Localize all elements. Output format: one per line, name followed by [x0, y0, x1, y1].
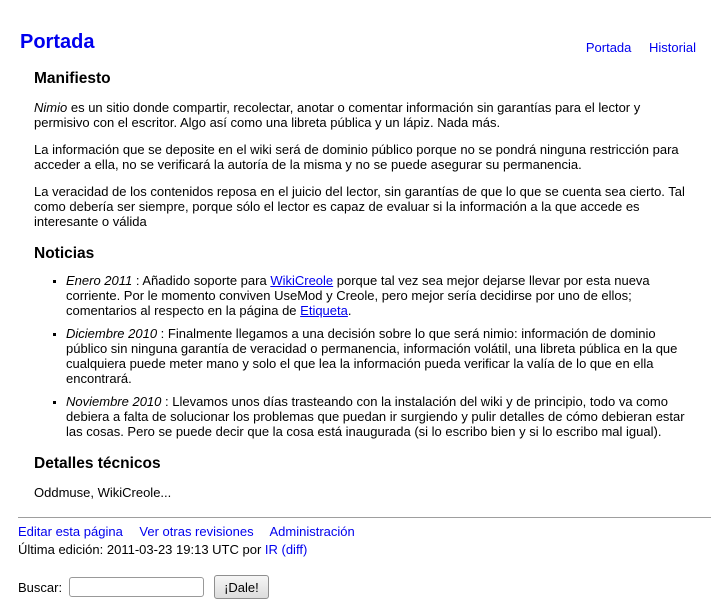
footer-divider — [18, 517, 711, 518]
list-item: ▪ Noviembre 2010 : Llevamos unos días trasteando con la instalación del wiki y de principio, todo va como debiera a falta de solucionar los problemas que puedan ir surgiendo y pulir detalles de cómo debieran estar las cosas. Pero se puede decir que la cosa está inaugurada (si lo escribo bien y si lo escribo mal igual). — [66, 394, 697, 439]
footer-links — [18, 524, 711, 539]
detalles-paragraph: Oddmuse, WikiCreole... — [34, 485, 172, 500]
search-submit-button[interactable]: ¡Dale! — [214, 575, 269, 599]
manifiesto-paragraph-3: La veracidad de los contenidos reposa en el juicio del lector, sin garantías de que lo que se cuenta sea cierto. Tal como debería ser siempre, porque sólo el lector es capaz de evaluar si la información a la que accede es interesante o válida — [34, 184, 685, 229]
view-revisions-link[interactable]: Ver otras revisiones — [139, 524, 254, 539]
search-label: Buscar: — [18, 579, 63, 595]
page-content — [34, 69, 697, 500]
edit-page-link[interactable]: Editar esta página — [18, 524, 123, 539]
page-title: Portada — [20, 31, 95, 53]
manifiesto-heading: Manifiesto — [34, 70, 111, 87]
nav-portada-link[interactable]: Portada — [585, 40, 632, 55]
manifiesto-paragraph-1: Nimio es un sitio donde compartir, recolectar, anotar o comentar información sin garantías para el lector y permisivo con el escritor. Algo así como una libreta pública y un lápiz. Nada más. — [34, 100, 641, 130]
search-input[interactable] — [69, 577, 204, 597]
manifiesto-paragraph-2: La información que se deposite en el wiki será de dominio público porque no se pondrá ninguna restricción para acceder a ella, no se verificará la autoría de la misma y no se puede asegurar su permanencia. — [34, 142, 679, 172]
list-item: ▪ Diciembre 2010 : Finalmente llegamos a una decisión sobre lo que será nimio: información de dominio público sin ninguna garantía de veracidad o permanencia, información volátil, una libreta pública en la que cualquiera puede meter mano y solo el que lea la información pueda verificar la valía de lo que en ella encontrará. — [66, 326, 697, 386]
noticias-list — [34, 273, 697, 439]
news-date: Noviembre 2010 — [66, 394, 162, 409]
nav-historial-link[interactable]: Historial — [649, 40, 696, 55]
top-navigation — [572, 40, 696, 55]
footer — [18, 524, 711, 599]
last-edit-author-diff-link[interactable]: IR (diff) — [264, 542, 308, 557]
noticias-heading: Noticias — [34, 245, 95, 262]
search-form — [18, 575, 711, 599]
nimio-italic: Nimio — [34, 100, 68, 115]
last-edit-line: Última edición: 2011-03-23 19:13 UTC por IR (diff) — [18, 542, 308, 557]
detalles-heading: Detalles técnicos — [34, 455, 161, 472]
etiqueta-link[interactable]: Etiqueta — [300, 303, 348, 318]
list-item: ▪ Enero 2011 : Añadido soporte para WikiCreole porque tal vez sea mejor dejarse llevar por esta nueva corriente. Por le momento conviven UseMod y Creole, pero mejor sería decidirse por uno de ellos; comentarios al respecto en la página de Etiqueta. — [66, 273, 697, 318]
news-date: Enero 2011 — [66, 273, 133, 288]
wikicreole-link[interactable]: WikiCreole — [270, 273, 334, 288]
administration-link[interactable]: Administración — [269, 524, 355, 539]
news-date: Diciembre 2010 — [66, 326, 158, 341]
